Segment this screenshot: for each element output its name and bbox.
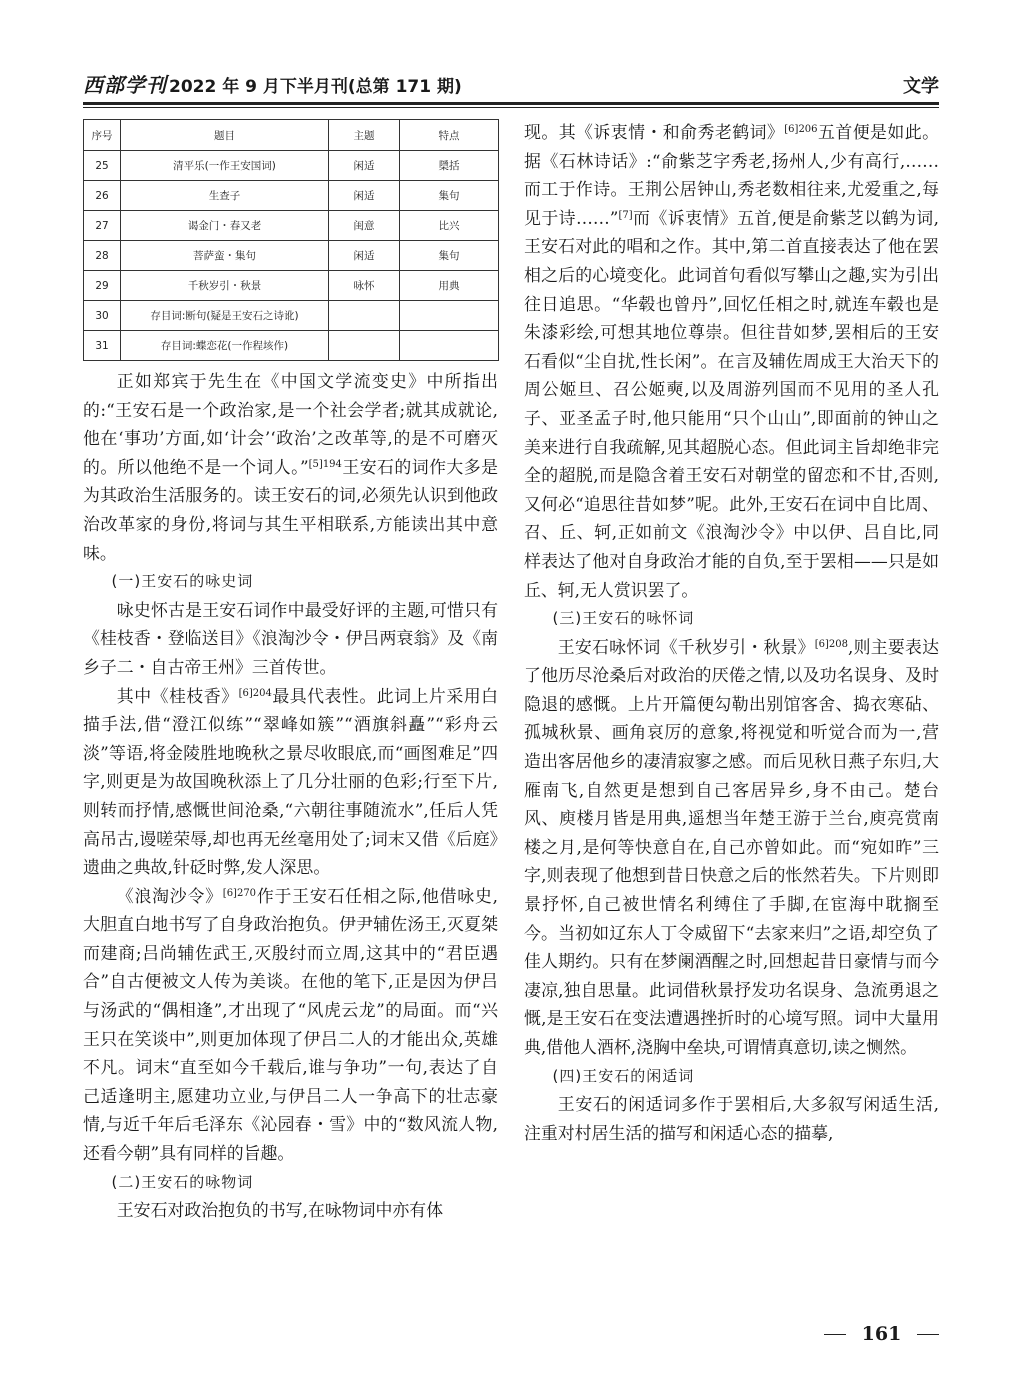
table-row	[84, 331, 499, 361]
table-cell: 27	[84, 211, 121, 241]
citation: [6]270	[222, 887, 257, 899]
citation: [6]204	[238, 687, 272, 699]
table-cell: 菩萨蛮・集句	[121, 241, 329, 271]
journal-masthead	[83, 69, 462, 98]
table-cell	[329, 301, 400, 331]
table-cell: 闺意	[329, 211, 400, 241]
citation: [5]194	[308, 458, 342, 470]
citation: [7]	[618, 209, 633, 221]
table-cell: 清平乐(一作王安国词)	[121, 151, 329, 181]
table-cell: 29	[84, 271, 121, 301]
paragraph: 王安石的闲适词多作于罢相后,大多叙写闲适生活,注重对村居生活的描写和闲适心态的描摹,	[524, 1094, 939, 1143]
table-cell: 千秋岁引・秋景	[121, 271, 329, 301]
table-cell: 25	[84, 151, 121, 181]
paragraph: 现。其《诉衷情・和俞秀老鹤词》$^{[6]206}$五首便是如此。据《石林诗话》:“俞紫芝字秀老,扬州人,少有高行,……而工于作诗。王荆公居钟山,秀老数相往来,尤爱重之,每见于诗……”[7]而《诉衷情》五首,便是俞紫芝以鹤为词,王安石对此的唱和之作。其中,第二首直接表达了他在罢相之后的心境变化。此词首句看似写攀山之趣,实为引出往日追思。“华毂也曾丹”,回忆任相之时,就连车毂也是朱漆彩绘,可想其地位尊崇。但往昔如梦,罢相后的王安石看似“尘自扰,性长闲”。在言及辅佐周成王大治天下的周公姬旦、召公姬奭,以及周游列国而不见用的圣人孔子、亚圣孟子时,他只能用“只个山山”,即面前的钟山之美来进行自我疏解,见其超脱心态。但此词主旨却绝非完全的超脱,而是隐含着王安石对朝堂的留恋和不甘,否则,又何必“追思往昔如梦”呢。此外,王安石在词中自比周、召、丘、轲,正如前文《浪淘沙令》中以伊、吕自比,同样表达了他对自身政治才能的自负,至于罢相——只是如丘、轲,无人赏识罢了。	[524, 122, 940, 600]
table-header-row	[84, 120, 499, 151]
footer-dash	[824, 1334, 846, 1335]
paragraph: 正如郑宾于先生在《中国文学流变史》中所指出的:“王安石是一个政治家,是一个社会学者;就其成就论,他在‘事功’方面,如‘计会’‘政治’之改革等,的是不可磨灭的。所以他绝不是一个词人。”$^{[5]194}$王安石的词作大多是为其政治生活服务的。读王安石的词,必须先认识到他政治改革家的身份,将词与其生平相联系,方能读出其中意味。	[83, 371, 499, 563]
table-row	[84, 211, 499, 241]
table-cell: 28	[84, 241, 121, 271]
column-header: 特点	[400, 120, 499, 151]
table-row	[84, 301, 499, 331]
table-cell: 咏怀	[329, 271, 400, 301]
page-footer	[824, 1322, 939, 1346]
section-heading: (二)王安石的咏物词	[111, 1172, 254, 1191]
table-cell	[400, 331, 499, 361]
page-number: 161	[861, 1323, 902, 1345]
section-heading: (一)王安石的咏史词	[111, 572, 254, 591]
column-header: 序号	[84, 120, 121, 151]
table-cell: 存目词:蝶恋花(一作程垓作)	[121, 331, 329, 361]
section-heading: (四)王安石的闲适词	[552, 1066, 695, 1085]
footer-dash	[917, 1334, 939, 1335]
paragraph: 咏史怀古是王安石词作中最受好评的主题,可惜只有《桂枝香・登临送目》《浪淘沙令・伊吕两衰翁》及《南乡子二・自古帝王州》三首传世。	[83, 599, 498, 677]
issue-info: 2022 年 9 月下半月刊(总第 171 期)	[169, 77, 462, 97]
table-cell: 集句	[400, 241, 499, 271]
paragraph: 《浪淘沙令》$^{[6]270}$作于王安石任相之际,他借咏史,大胆直白地书写了自身政治抱负。伊尹辅佐汤王,灭夏桀而建商;吕尚辅佐武王,灭殷纣而立周,这其中的“君臣遇合”自古便被文人传为美谈。在他的笔下,正是因为伊吕与汤武的“偶相逢”,才出现了“风虎云龙”的局面。而“兴王只在笑谈中”,则更加体现了伊吕二人的才能出众,英雄不凡。词末“直至如今千载后,谁与争功”一句,表达了自己适逢明主,愿建功立业,与伊吕二人一争高下的壮志豪情,与近千年后毛泽东《沁园春・雪》中的“数风流人物,还看今朝”具有同样的旨趣。	[83, 885, 498, 1164]
table-cell: 存目词:断句(疑是王安石之诗讹)	[121, 301, 329, 331]
paragraph: 其中《桂枝香》$^{[6]204}$最具代表性。此词上片采用白描手法,借“澄江似练”“翠峰如簇”“酒旗斜矗”“彩舟云淡”等语,将金陵胜地晚秋之景尽收眼底,而“画图难足”四字,则更是为故国晚秋添上了几分壮丽的色彩;行至下片,则转而抒情,感慨世间沧桑,“六朝往事随流水”,任后人凭高吊古,谩嗟荣辱,却也再无丝毫用处了;词末又借《后庭》遗曲之典故,针砭时弊,发人深思。	[83, 685, 499, 878]
table-cell: 生查子	[121, 181, 329, 211]
works-table	[83, 119, 499, 361]
journal-logo: 西部学刊	[83, 73, 167, 97]
table-cell: 闲适	[329, 151, 400, 181]
table-cell: 檃括	[400, 151, 499, 181]
header-rule-thin	[83, 107, 939, 108]
table-cell: 集句	[400, 181, 499, 211]
table-cell: 闲适	[329, 241, 400, 271]
right-column	[524, 118, 939, 1147]
column-header: 主题	[329, 120, 400, 151]
table-cell: 30	[84, 301, 121, 331]
table-cell: 31	[84, 331, 121, 361]
paragraph: 王安石对政治抱负的书写,在咏物词中亦有体	[116, 1200, 444, 1221]
section-heading: (三)王安石的咏怀词	[552, 609, 695, 628]
table-row	[84, 241, 499, 271]
paragraph: 王安石咏怀词《千秋岁引・秋景》$^{[6]208}$,则主要表达了他历尽沧桑后对政治的厌倦之情,以及功名误身、及时隐退的感慨。上片开篇便勾勒出别馆客舍、捣衣寒砧、孤城秋景、画角哀厉的意象,将视觉和听觉合而为一,营造出客居他乡的凄清寂寥之感。而后见秋日燕子东归,大雁南飞,自然更是想到自己客居异乡,身不由己。楚台风、庾楼月皆是用典,遥想当年楚王游于兰台,庾亮赏南楼之月,是何等快意自在,自己亦曾如此。而“宛如昨”三字,则表现了他想到昔日快意之后的怅然若失。下片则即景抒怀,自己被世情名利缚住了手脚,在宦海中耽搁至今。当初如辽东人丁令威留下“去家来归”之语,却空负了佳人期约。只有在梦阑酒醒之时,回想起昔日豪情与而今凄凉,独自思量。此词借秋景抒发功名误身、急流勇退之慨,是王安石在变法遭遇挫折时的心境写照。词中大量用典,借他人酒杯,浇胸中垒块,可谓情真意切,读之恻然。	[524, 636, 939, 1057]
table-row	[84, 271, 499, 301]
citation: [6]208	[814, 638, 848, 650]
table-cell: 谒金门・春又老	[121, 211, 329, 241]
section-label: 文学	[903, 76, 939, 97]
header-rule	[83, 102, 939, 105]
table-cell: 闲适	[329, 181, 400, 211]
table-cell: 用典	[400, 271, 499, 301]
table-cell	[400, 301, 499, 331]
citation: [6]206	[784, 124, 818, 135]
table-cell: 比兴	[400, 211, 499, 241]
page-header	[83, 74, 939, 98]
table-row	[84, 151, 499, 181]
table-cell: 26	[84, 181, 121, 211]
table-row	[84, 181, 499, 211]
column-header: 题目	[121, 120, 329, 151]
left-column	[83, 367, 498, 1225]
table-cell	[329, 331, 400, 361]
